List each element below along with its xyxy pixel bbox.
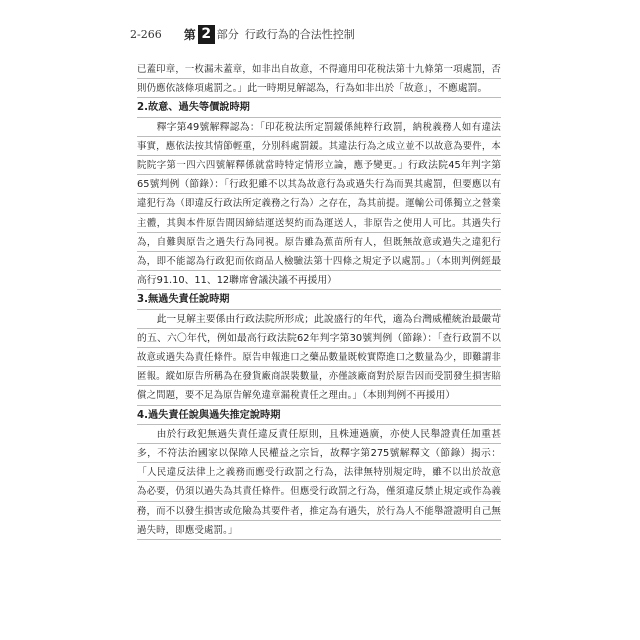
part-number-badge: 2 bbox=[198, 25, 215, 44]
body-text: 此一見解主要係由行政法院所形成；此說盛行的年代，適為台灣威權統治最嚴苛的五、六〇年代，例如最高行政法院62年判字第30號判例（節錄）：「 bbox=[137, 313, 501, 344]
ruled-line bbox=[137, 366, 501, 367]
section-heading: 3.無過失責任說時期 bbox=[137, 294, 230, 306]
body-paragraph bbox=[137, 60, 501, 98]
chapter-title: 行政行為的合法性控制 bbox=[244, 28, 355, 41]
ruled-line bbox=[137, 443, 501, 444]
body-text: （本則判例不再援用） bbox=[362, 390, 456, 402]
section-heading: 4.過失責任說與過失推定說時期 bbox=[137, 409, 281, 421]
ruled-line bbox=[137, 117, 501, 118]
ruled-line bbox=[137, 251, 501, 252]
ruled-line bbox=[137, 270, 501, 271]
ruled-line bbox=[137, 385, 501, 386]
quoted-text: 已蓋印章，一枚漏未蓋章，如非出自故意，不得適用印花稅法第十九條第一項處罰，否則仍應依該條項處罰之。」 bbox=[137, 64, 501, 95]
document-body bbox=[137, 60, 501, 540]
body-text: 由於行政犯無過失責任違反責任原則，且株連過廣，亦使人民舉證責任加重甚多，不符法治國家以保障人民權益之宗旨，故釋字第275號解釋文（節錄）揭示：「 bbox=[137, 428, 501, 479]
ruled-line bbox=[137, 424, 501, 425]
body-text: （本則判例經最高行91.10、11、12聯席會議決議不再援用） bbox=[137, 256, 501, 287]
ruled-line bbox=[137, 405, 501, 406]
ruled-line bbox=[137, 213, 501, 214]
part-prefix: 第 bbox=[183, 27, 196, 42]
ruled-line bbox=[137, 539, 501, 540]
ruled-line bbox=[137, 309, 501, 310]
ruled-line bbox=[137, 347, 501, 348]
ruled-line bbox=[137, 520, 501, 521]
ruled-line bbox=[137, 97, 501, 98]
ruled-line bbox=[137, 78, 501, 79]
quoted-text: 印花稅法所定罰鍰係純粹行政罰，納稅義務人如有違法事實，應依法按其情節輕重，分別科處罰鍰。其違法行為之成立並不以故意為要件，本院院字第一四六四號解釋係就當時特定情形立論，應予變更。」 bbox=[137, 121, 501, 172]
quoted-text: 行政犯雖不以其為故意行為或過失行為而異其處罰，但要應以有違犯行為（即違反行政法所定義務之行為）之存在，為其前提。運輸公司係獨立之營業主體，其與本件原告間因締結運送契約而為運送人，非原告之使用人可比。其過失行為，自難與原告之過失行為同視。原告雖為蕉苗所有人，但既無故意或過失之違犯行為，即不能認為行政犯而依商品人檢驗法第十四條之規定予以處罰。」 bbox=[137, 179, 501, 268]
ruled-line bbox=[137, 289, 501, 290]
section-heading: 2.故意、過失等價說時期 bbox=[137, 102, 250, 114]
page-header bbox=[130, 22, 355, 46]
ruled-line bbox=[137, 174, 501, 175]
body-text: 釋字第49號解釋認為：「 bbox=[156, 121, 266, 133]
ruled-line bbox=[137, 481, 501, 482]
part-suffix: 部分 bbox=[216, 28, 239, 41]
quoted-text: 查行政罰不以故意或過失為責任條件。原告申報進口之藥品數量既較實際進口之數量為少，即難謂非匿報。縱如原告所稱為在發貨廠商誤裝數量，亦僅該廠商對於原告因而受罰發生損害賠償之問題，要不足為原告解免違章漏稅責任之理由。」 bbox=[137, 332, 501, 402]
page-number: 2-266 bbox=[130, 27, 162, 41]
ruled-line bbox=[137, 462, 501, 463]
quoted-text: 人民違反法律上之義務而應受行政罰之行為，法律無特別規定時，雖不以出於故意為必要，仍須以過失為其責任條件。但應受行政罰之行為，僅須違反禁止規定或作為義務，而不以發生損害或危險為其要件者，推定為有過失，於行為人不能舉證證明自己無過失時，即應受處罰。」 bbox=[137, 467, 501, 536]
ruled-line bbox=[137, 136, 501, 137]
ruled-line bbox=[137, 328, 501, 329]
body-text: 此一時期見解認為，行為如非出於「故意」，不應處罰。 bbox=[247, 83, 488, 95]
ruled-line bbox=[137, 501, 501, 502]
body-paragraph bbox=[137, 310, 501, 406]
ruled-line bbox=[137, 232, 501, 233]
ruled-line bbox=[137, 193, 501, 194]
body-paragraph bbox=[137, 118, 501, 291]
body-text: 行政法院45年判字第65號判例（節錄）：「 bbox=[137, 160, 501, 191]
ruled-line bbox=[137, 155, 501, 156]
